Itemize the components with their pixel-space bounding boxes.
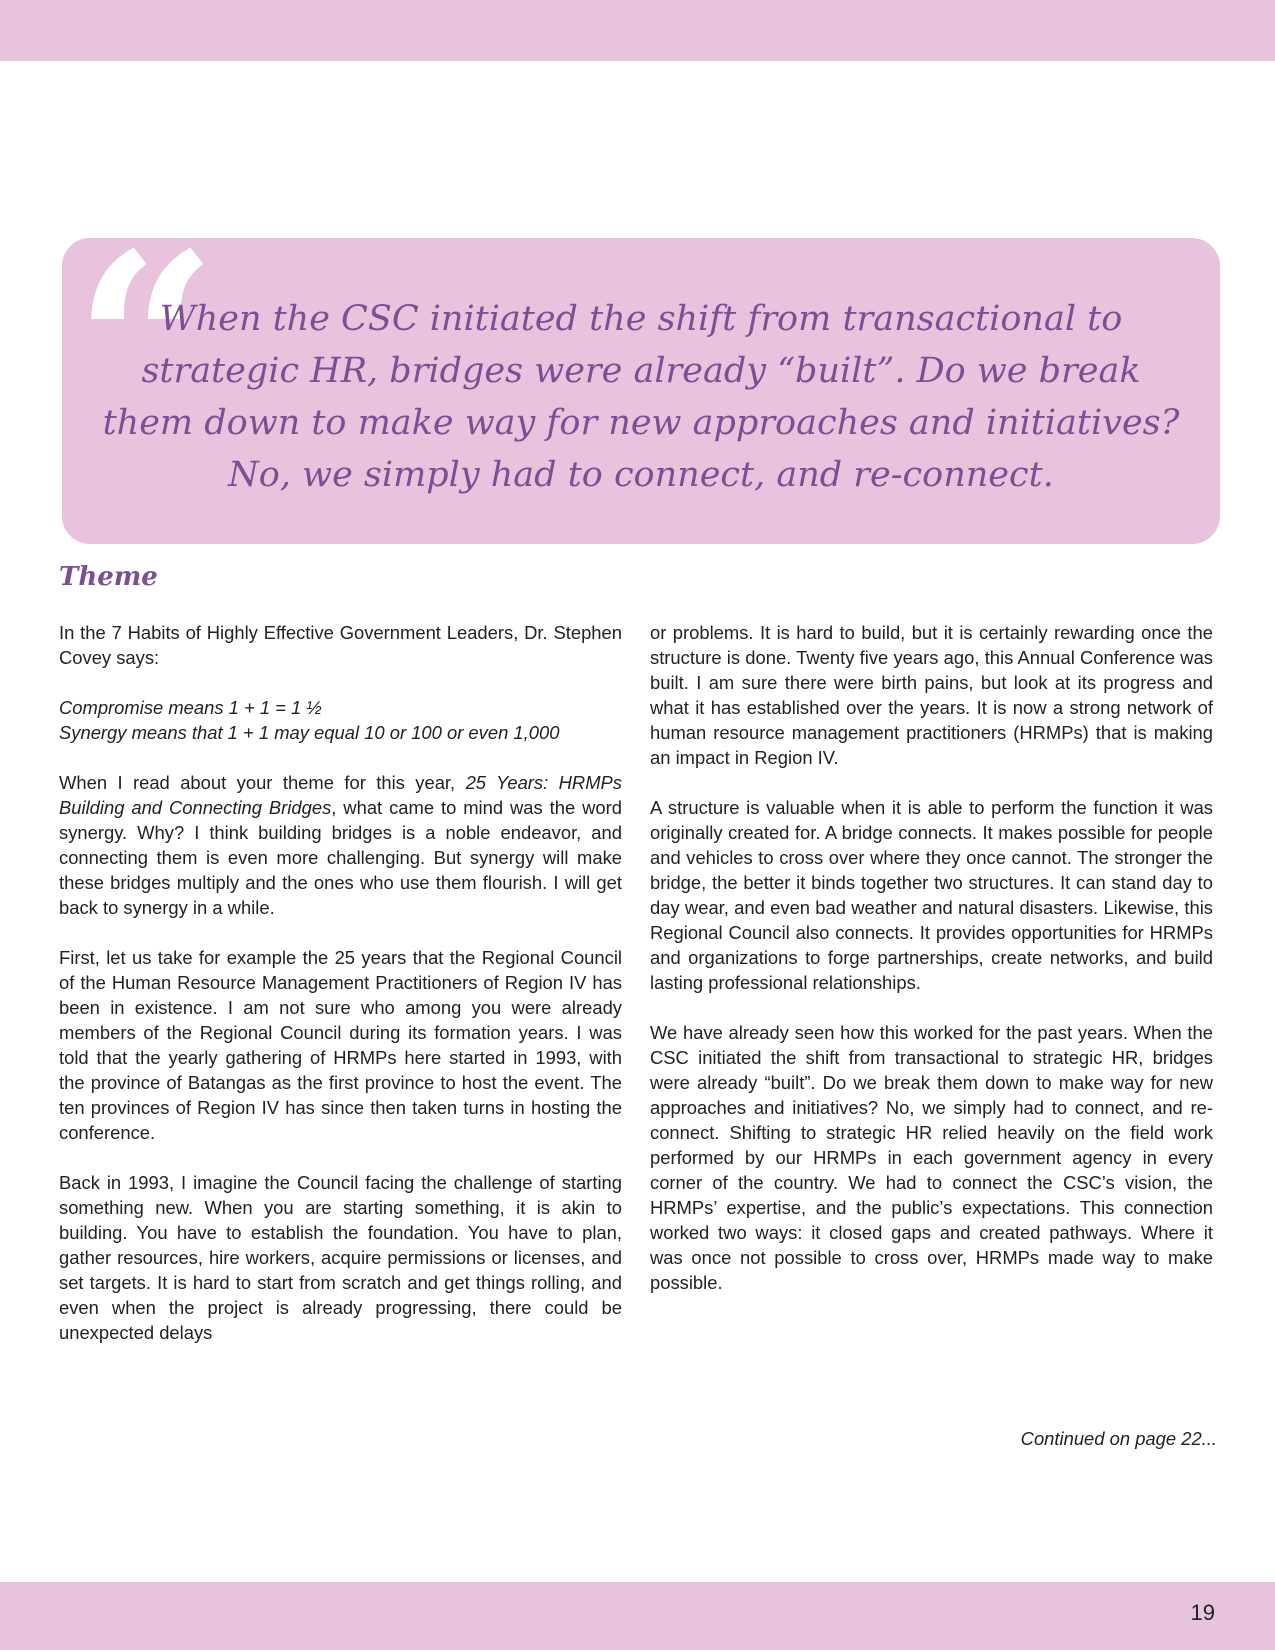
continued-note: Continued on page 22... <box>1020 1428 1217 1449</box>
theme-paragraph-start: When I read about your theme for this year, <box>59 772 466 793</box>
theme-paragraph <box>59 770 622 920</box>
quote-lines <box>59 695 622 745</box>
regional-council-paragraph: First, let us take for example the 25 years that the Regional Council of the Human Resource Management Practitioners of Region IV has been in existence. I am not sure who among you were already members of the Regional Council during its formation years. I was told that the yearly gathering of HRMPs here started in 1993, with the province of Batangas as the first province to host the event. The ten provinces of Region IV has since then taken turns in hosting the conference. <box>59 947 622 1143</box>
problems-paragraph: or problems. It is hard to build, but it is certainly rewarding once the structure is done. Twenty five years ago, this Annual Conference was built. I am sure there were birth pains, but look at its progress and what it has established over the years. It is now a strong network of human resource management practitioners (HRMPs) that is making an impact in Region IV. <box>650 622 1213 768</box>
left-column <box>59 620 622 1345</box>
worked-paragraph: We have already seen how this worked for the past years. When the CSC initiated the shift from transactional to strategic HR, bridges were already “built”. Do we break them down to make way for new approaches and initiatives? No, we simply had to connect, and re-connect. Shifting to strategic HR relied heavily on the field work performed by our HRMPs in each government agency in every corner of the country. We had to connect the CSC’s vision, the HRMPs’ expertise, and the public’s expectations. This connection worked two ways: it closed gaps and created pathways. Where it was once not possible to cross over, HRMPs made way to make possible. <box>650 1022 1213 1293</box>
pull-quote-text: When the CSC initiated the shift from transactional to strategic HR, bridges were already “built”. Do we break them down to make way for new approaches and initiatives? No, we simply had to connect, and re-connect. <box>102 299 1180 495</box>
right-column <box>650 620 1213 1295</box>
structure-paragraph: A structure is valuable when it is able to perform the function it was originally created for. A bridge connects. It makes possible for people and vehicles to cross over where they once cannot. The stronger the bridge, the better it binds together two structures. It can stand day to day wear, and even bad weather and natural disasters. Likewise, this Regional Council also connects. It provides opportunities for HRMPs and organizations to forge partnerships, create networks, and build lasting professional relationships. <box>650 797 1213 993</box>
back-in-1993-paragraph: Back in 1993, I imagine the Council facing the challenge of starting something new. When you are starting something, it is akin to building. You have to establish the foundation. You have to plan, gather resources, hire workers, acquire permissions or licenses, and set targets. It is hard to start from scratch and get things rolling, and even when the project is already progressing, there could be unexpected delays <box>59 1172 622 1343</box>
open-quote-icon: “ <box>74 198 218 492</box>
compromise-line: Compromise means 1 + 1 = 1 ½ <box>59 697 322 718</box>
footer-band <box>0 1582 1275 1650</box>
page-number: 19 <box>1190 1600 1215 1625</box>
pull-quote-box <box>62 198 1220 544</box>
theme-heading: Theme <box>59 562 158 592</box>
theme-title: 25 Years: HRMPs Building and Connecting Bridges <box>59 772 622 818</box>
synergy-line: Synergy means that 1 + 1 may equal 10 or 100 or even 1,000 <box>59 722 560 743</box>
header-band <box>0 0 1275 61</box>
intro-paragraph: In the 7 Habits of Highly Effective Government Leaders, Dr. Stephen Covey says: <box>59 622 622 668</box>
theme-paragraph-end: , what came to mind was the word synergy. Why? I think building bridges is a noble endeavor, and connecting them is even more challenging. But synergy will make these bridges multiply and the ones who use them flourish. I will get back to synergy in a while. <box>59 797 622 918</box>
